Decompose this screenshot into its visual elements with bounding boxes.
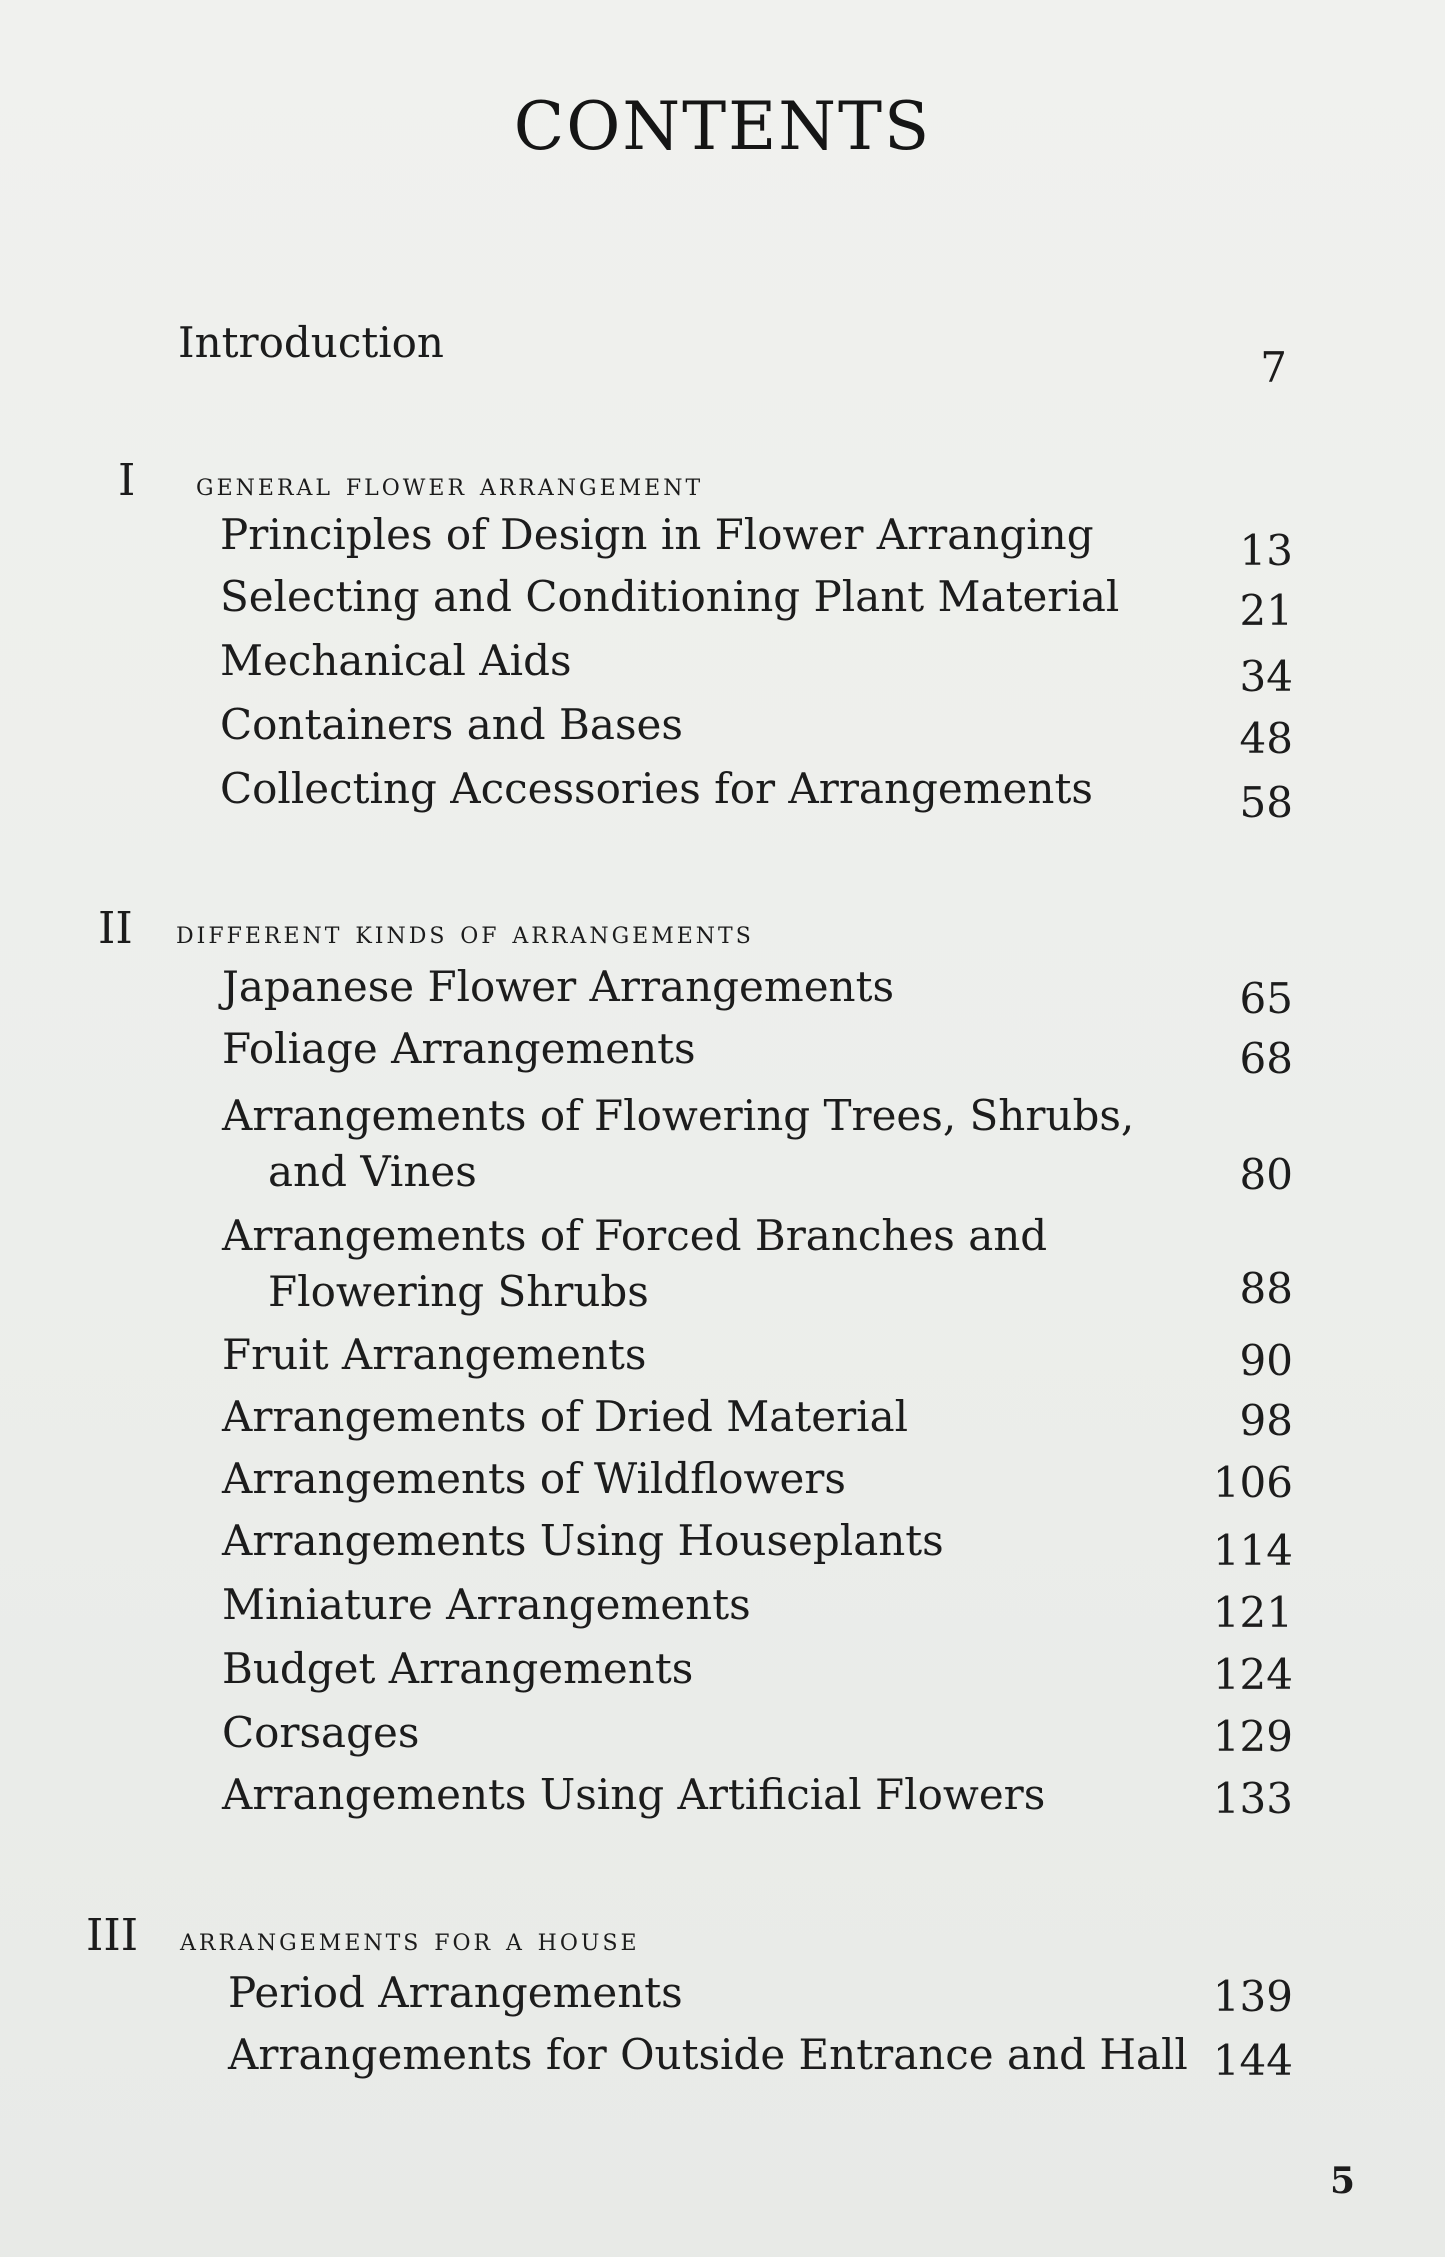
toc-entry-page: 114 (1212, 1526, 1293, 1575)
toc-entry-page: 106 (1212, 1458, 1293, 1507)
toc-entry-page: 124 (1212, 1650, 1293, 1699)
section-title: different kinds of arrangements (176, 915, 754, 951)
introduction-page-number: 7 (1260, 343, 1287, 392)
toc-entry-page: 121 (1212, 1588, 1293, 1637)
toc-entry-title: Fruit Arrangements (222, 1330, 647, 1379)
toc-entry-page: 65 (1239, 974, 1293, 1023)
toc-entry-page: 34 (1239, 652, 1293, 701)
toc-entry (0, 1708, 1445, 1772)
toc-entry-page: 139 (1212, 1972, 1293, 2021)
toc-entry-title: Corsages (222, 1708, 420, 1757)
section-title: general flower arrangement (196, 467, 704, 503)
toc-entry (0, 1330, 1445, 1394)
toc-entry (0, 2030, 1445, 2094)
toc-entry-page: 129 (1212, 1712, 1293, 1761)
toc-entry (0, 1454, 1445, 1518)
toc-entry-title: Mechanical Aids (220, 636, 572, 685)
toc-entry-page: 98 (1239, 1396, 1293, 1445)
toc-entry-page: 90 (1239, 1336, 1293, 1385)
toc-entry-title: Period Arrangements (228, 1968, 683, 2017)
toc-entry-title-line2: Flowering Shrubs (268, 1267, 649, 1316)
toc-entry-title: Arrangements Using Artificial Flowers (222, 1770, 1046, 1819)
toc-entry (0, 1644, 1445, 1708)
toc-entry (0, 1968, 1445, 2032)
toc-entry (0, 764, 1445, 828)
toc-entry (0, 1088, 1445, 1208)
section-heading-i (118, 455, 703, 506)
toc-entry-title: Arrangements of Wildflowers (222, 1454, 846, 1503)
section-heading-ii (98, 903, 754, 954)
toc-entry-page: 13 (1239, 526, 1293, 575)
toc-entry-page: 144 (1212, 2036, 1293, 2085)
toc-entry (0, 510, 1445, 574)
page-title: CONTENTS (513, 88, 932, 165)
page-number: 5 (1329, 2160, 1355, 2202)
introduction-label: Introduction (178, 318, 444, 367)
section-numeral: II (98, 903, 133, 954)
toc-entry (0, 636, 1445, 700)
toc-entry-title-line2: and Vines (268, 1147, 477, 1196)
toc-entry-title-line1: Arrangements of Flowering Trees, Shrubs, (222, 1091, 1135, 1140)
section-title: arrangements for a house (180, 1922, 640, 1958)
section-numeral: I (118, 455, 136, 506)
toc-entry-title: Containers and Bases (220, 700, 683, 749)
toc-entry-page: 21 (1239, 586, 1293, 635)
toc-entry-title: Selecting and Conditioning Plant Material (220, 572, 1120, 621)
toc-entry (0, 572, 1445, 636)
toc-entry-title (222, 1088, 1134, 1200)
toc-entry-title: Collecting Accessories for Arrangements (220, 764, 1093, 813)
toc-entry (0, 1770, 1445, 1834)
toc-entry-page: 133 (1212, 1774, 1293, 1823)
toc-entry-title: Principles of Design in Flower Arranging (220, 510, 1094, 559)
toc-entry-page: 68 (1239, 1034, 1293, 1083)
toc-entry (0, 1024, 1445, 1088)
toc-entry-page: 48 (1239, 714, 1293, 763)
toc-entry-page: 88 (1239, 1264, 1293, 1313)
toc-entry (0, 1580, 1445, 1644)
toc-entry-title: Budget Arrangements (222, 1644, 694, 1693)
toc-entry-title: Arrangements of Dried Material (222, 1392, 909, 1441)
section-heading-iii (86, 1910, 640, 1961)
toc-entry (0, 962, 1445, 1026)
toc-entry (0, 1516, 1445, 1580)
toc-entry-title: Foliage Arrangements (222, 1024, 696, 1073)
toc-entry-title (222, 1208, 1047, 1320)
section-numeral: III (86, 1910, 139, 1961)
toc-entry-title: Arrangements Using Houseplants (222, 1516, 944, 1565)
toc-entry (0, 1392, 1445, 1456)
toc-entry (0, 1208, 1445, 1328)
toc-entry-page: 58 (1239, 778, 1293, 827)
toc-entry-title: Arrangements for Outside Entrance and Hall (228, 2030, 1188, 2079)
toc-entry-page: 80 (1239, 1150, 1293, 1199)
toc-entry (0, 700, 1445, 764)
toc-entry-title-line1: Arrangements of Forced Branches and (222, 1211, 1048, 1260)
toc-entry-title: Japanese Flower Arrangements (222, 962, 895, 1011)
toc-entry-title: Miniature Arrangements (222, 1580, 751, 1629)
